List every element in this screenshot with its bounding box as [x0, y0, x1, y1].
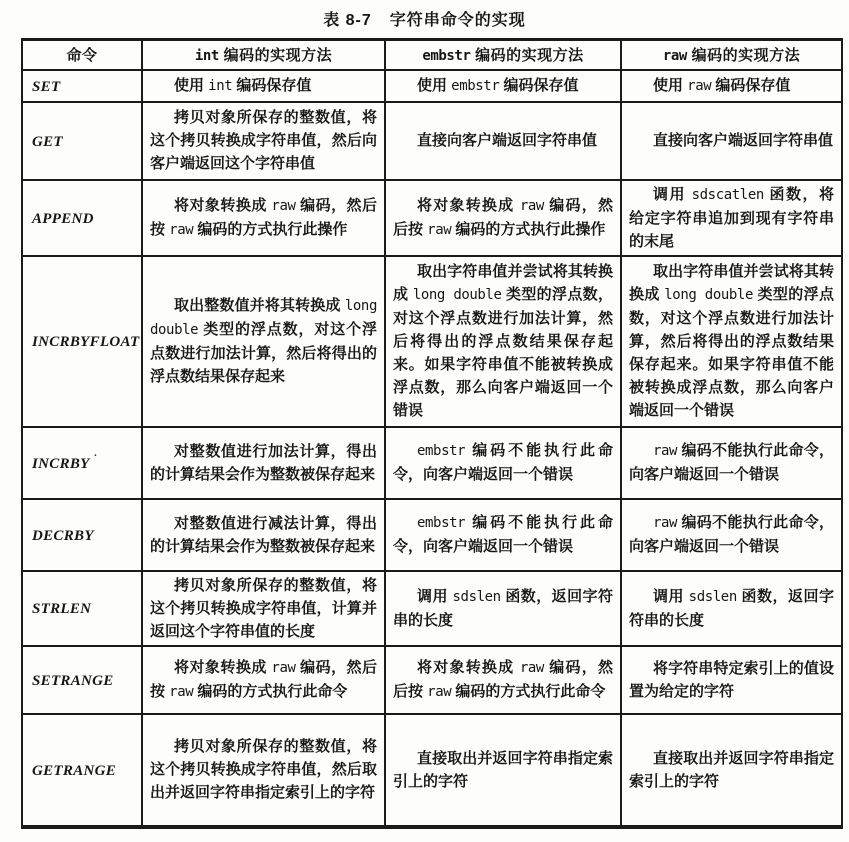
- embstr-impl-cell: [385, 499, 621, 571]
- table-caption: [0, 0, 849, 31]
- header-command: 命令: [22, 40, 142, 70]
- raw-impl-cell: [621, 180, 842, 256]
- table-header: [22, 40, 842, 70]
- code-term: raw: [653, 443, 678, 459]
- table-row: [22, 70, 842, 102]
- command-name: INCRBY: [32, 455, 90, 472]
- header-raw-encoding: raw 编码的实现方法: [621, 40, 842, 70]
- header-int-encoding: int 编码的实现方法: [142, 40, 385, 70]
- embstr-impl-text: 直接向客户端返回字符串值: [417, 132, 598, 149]
- int-impl-text: 使用 int 编码保存值: [174, 76, 312, 94]
- embstr-impl-text: 将对象转换成 raw 编码，然后按 raw 编码的方式执行此命令: [393, 658, 614, 700]
- embstr-impl-text: 使用 embstr 编码保存值: [417, 76, 579, 94]
- code-term: embstr: [422, 48, 471, 65]
- int-impl-cell: [142, 256, 385, 427]
- code-term: raw: [427, 221, 452, 238]
- code-term: embstr: [451, 77, 500, 94]
- code-term: raw: [519, 197, 544, 214]
- raw-impl-text: 将字符串特定索引上的值设置为给定的字符: [629, 659, 834, 700]
- raw-impl-text: raw 编码不能执行此命令，向客户端返回一个错误: [629, 514, 834, 555]
- table-row: [22, 499, 842, 571]
- command-cell: [22, 571, 142, 646]
- table-row: [22, 646, 842, 714]
- command-name: SETRANGE: [32, 672, 114, 689]
- header-row: [22, 40, 842, 70]
- embstr-impl-cell: [385, 180, 621, 256]
- command-name: APPEND: [32, 210, 94, 227]
- raw-impl-cell: [621, 646, 842, 714]
- command-name: DECRBY: [32, 527, 94, 544]
- raw-impl-text: 使用 raw 编码保存值: [653, 76, 791, 94]
- command-cell: [22, 714, 142, 827]
- raw-impl-cell: [621, 499, 842, 571]
- embstr-impl-cell: [385, 102, 621, 180]
- table-caption-number: 表 8-7: [323, 12, 372, 29]
- raw-impl-text: 取出字符串值并尝试将其转换成 long double 类型的浮点数，对这个浮点数进行加法计算，然后将得出的浮点数结果保存起来。如果字符串值不能被转换成浮点数，那么向客户端返回一个错误: [629, 263, 834, 419]
- embstr-impl-cell: [385, 256, 621, 427]
- table-row: [22, 256, 842, 427]
- command-cell: [22, 180, 142, 256]
- command-name: GET: [32, 133, 63, 150]
- string-command-impl-table: [21, 38, 843, 829]
- int-impl-cell: [142, 427, 385, 499]
- code-term: raw: [271, 659, 296, 676]
- code-term: raw: [271, 197, 296, 214]
- embstr-impl-text: embstr 编码不能执行此命令，向客户端返回一个错误: [393, 442, 613, 483]
- int-impl-cell: [142, 646, 385, 714]
- code-term: long double: [150, 298, 377, 338]
- int-impl-cell: [142, 499, 385, 571]
- code-term: raw: [427, 683, 452, 700]
- table-row: [22, 427, 842, 499]
- command-cell: [22, 256, 142, 427]
- code-term: raw: [662, 48, 687, 65]
- table-row: [22, 571, 842, 646]
- int-impl-text: 拷贝对象所保存的整数值，将这个拷贝转换成字符串值，计算并返回这个字符串值的长度: [150, 576, 377, 640]
- command-name: STRLEN: [32, 601, 92, 617]
- raw-impl-cell: [621, 427, 842, 499]
- int-impl-cell: [142, 180, 385, 256]
- raw-impl-cell: [621, 714, 842, 827]
- table-row: [22, 180, 842, 256]
- command-name: INCRBYFLOAT: [32, 334, 140, 350]
- int-impl-cell: [142, 714, 385, 827]
- raw-impl-cell: [621, 256, 842, 427]
- int-impl-text: 对整数值进行加法计算，得出的计算结果会作为整数被保存起来: [150, 442, 377, 483]
- int-impl-text: 对整数值进行减法计算，得出的计算结果会作为整数被保存起来: [150, 514, 377, 555]
- code-term: raw: [519, 659, 544, 676]
- code-term: int: [194, 48, 219, 65]
- command-cell: [22, 499, 142, 571]
- int-impl-text: 拷贝对象所保存的整数值，将这个拷贝转换成字符串值，然后取出并返回字符串指定索引上的字符: [150, 738, 377, 801]
- code-term: raw: [687, 77, 712, 94]
- embstr-impl-text: 取出字符串值并尝试将其转换成 long double 类型的浮点数，对这个浮点数进行加法计算，然后将得出的浮点数结果保存起来。如果字符串值不能被转换成浮点数，那么向客户端返回一个错误: [393, 263, 613, 419]
- raw-impl-cell: [621, 70, 842, 102]
- header-embstr-encoding: embstr 编码的实现方法: [385, 40, 621, 70]
- code-term: raw: [653, 515, 678, 531]
- table-body: [22, 70, 842, 827]
- command-name: GETRANGE: [32, 762, 117, 779]
- table-caption-text: 字符串命令的实现: [389, 12, 526, 29]
- embstr-impl-cell: [385, 427, 621, 499]
- code-term: embstr: [417, 515, 466, 531]
- code-term: long double: [664, 287, 753, 303]
- code-term: sdscatlen: [691, 186, 764, 203]
- embstr-impl-cell: [385, 714, 621, 827]
- command-cell: [22, 102, 142, 180]
- embstr-impl-cell: [385, 571, 621, 646]
- command-cell: [22, 70, 142, 102]
- embstr-impl-text: 直接取出并返回字符串指定索引上的字符: [393, 749, 613, 790]
- code-term: embstr: [417, 443, 466, 459]
- raw-impl-text: raw 编码不能执行此命令，向客户端返回一个错误: [629, 442, 834, 483]
- embstr-impl-cell: [385, 70, 621, 102]
- code-term: long double: [412, 287, 502, 303]
- code-term: sdslen: [452, 588, 501, 605]
- raw-impl-text: 调用 sdscatlen 函数，将给定字符串追加到现有字符串的末尾: [629, 185, 834, 250]
- raw-impl-text: 调用 sdslen 函数，返回字符串的长度: [629, 587, 835, 629]
- raw-impl-text: 直接取出并返回字符串指定索引上的字符: [629, 749, 834, 790]
- int-impl-text: 拷贝对象所保存的整数值，将这个拷贝转换成字符串值，然后向客户端返回这个字符串值: [150, 109, 377, 172]
- embstr-impl-cell: [385, 646, 621, 714]
- command-cell: [22, 646, 142, 714]
- command-name: SET: [32, 78, 61, 95]
- table-row: [22, 102, 842, 180]
- int-impl-text: 将对象转换成 raw 编码，然后按 raw 编码的方式执行此操作: [150, 196, 378, 238]
- embstr-impl-text: 将对象转换成 raw 编码，然后按 raw 编码的方式执行此操作: [393, 196, 614, 238]
- code-term: raw: [169, 683, 194, 700]
- code-term: int: [208, 77, 233, 94]
- embstr-impl-text: 调用 sdslen 函数，返回字符串的长度: [393, 587, 613, 629]
- raw-impl-cell: [621, 571, 842, 646]
- raw-impl-cell: [621, 102, 842, 180]
- code-term: raw: [169, 221, 194, 238]
- int-impl-text: 取出整数值并将其转换成 long double 类型的浮点数，对这个浮点数进行加法计算，然后将得出的浮点数结果保存起来: [150, 297, 377, 385]
- command-mark-artifact: ˙: [93, 452, 98, 465]
- int-impl-cell: [142, 571, 385, 646]
- int-impl-text: 将对象转换成 raw 编码，然后按 raw 编码的方式执行此命令: [150, 658, 378, 700]
- raw-impl-text: 直接向客户端返回字符串值: [653, 132, 834, 149]
- embstr-impl-text: embstr 编码不能执行此命令，向客户端返回一个错误: [393, 514, 613, 555]
- command-cell: [22, 427, 142, 499]
- int-impl-cell: [142, 102, 385, 180]
- code-term: sdslen: [688, 588, 737, 605]
- table-row: [22, 714, 842, 827]
- int-impl-cell: [142, 70, 385, 102]
